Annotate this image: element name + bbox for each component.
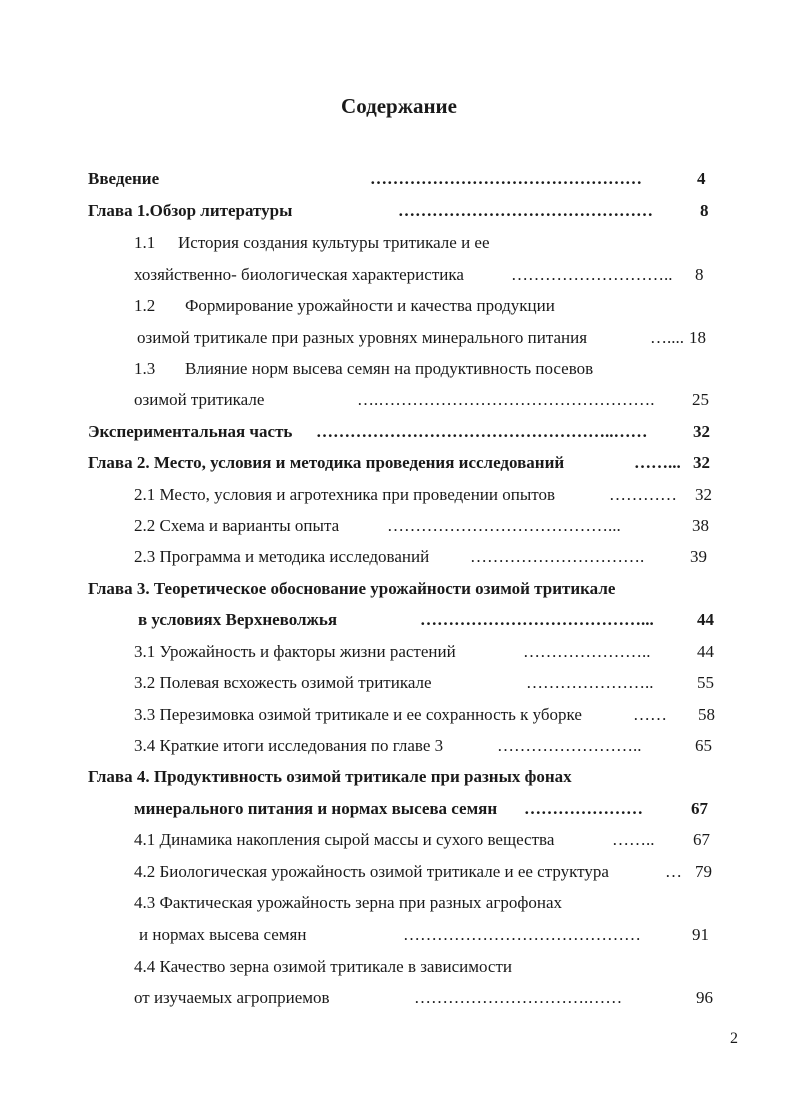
toc-entry-page: 67 (693, 830, 710, 849)
toc-entry-dots: ……………………………………… (398, 201, 653, 220)
toc-entry-page: 65 (695, 736, 712, 755)
toc-entry-dots: ….…………………………………………. (357, 390, 655, 409)
toc-entry-text: озимой тритикале при разных уровнях минерального питания (137, 328, 588, 347)
toc-entry-dots: …………………………………... (387, 516, 621, 535)
toc-entry-dots: ………… (609, 485, 677, 504)
toc-entry-page: 67 (691, 799, 708, 818)
toc-entry-dots: ……………………….. (511, 265, 673, 284)
toc-entry-dots: …….. (612, 830, 655, 849)
toc-entry-dots: ……………………………………………..…… (316, 422, 648, 441)
toc-entry-text: Влияние норм высева семян на продуктивность посевов (185, 359, 594, 378)
toc-entry-dots: ………………… (524, 799, 643, 818)
toc-entry-dots: ………………….. (526, 673, 654, 692)
toc-entry-text: 3.2 Полевая всхожесть озимой тритикале (134, 673, 432, 692)
toc-entry-dots: ………………………….…… (414, 988, 623, 1007)
page-title: Содержание (341, 94, 457, 118)
toc-entry-text: Глава 1.Обзор литературы (88, 201, 293, 220)
toc-entry-dots: …………………….. (497, 736, 642, 755)
toc-entry-dots: … (665, 862, 682, 881)
toc-entry-dots: …………………………. (470, 547, 645, 566)
toc-entry-text: Глава 4. Продуктивность озимой тритикале при разных фонах (88, 767, 572, 786)
toc-entry-dots: ….... (650, 328, 684, 347)
toc-entry-text: 4.4 Качество зерна озимой тритикале в зависимости (134, 957, 513, 976)
toc-entry-text: от изучаемых агроприемов (134, 988, 330, 1007)
toc-entry-page: 55 (697, 673, 714, 692)
toc-entry-text: 2.3 Программа и методика исследований (134, 547, 430, 566)
toc-entry-page: 96 (696, 988, 713, 1007)
toc-entry-text: 4.3 Фактическая урожайность зерна при разных агрофонах (134, 893, 562, 912)
toc-entry-page: 91 (692, 925, 709, 944)
toc-entry-text: 4.2 Биологическая урожайность озимой тритикале и ее структура (134, 862, 609, 881)
toc-entry-text: История создания культуры тритикале и ее (178, 233, 490, 252)
toc-entry-text: 3.4 Краткие итоги исследования по главе 3 (134, 736, 444, 755)
toc-entry-text: в условиях Верхневолжья (138, 610, 338, 629)
toc-entry-text: 2.2 Схема и варианты опыта (134, 516, 340, 535)
toc-entry-dots: ………………………………………… (370, 169, 642, 188)
toc-entry-text: 2.1 Место, условия и агротехника при проведении опытов (134, 485, 555, 504)
toc-entry-text: озимой тритикале (134, 390, 265, 409)
toc-entry-text: хозяйственно- биологическая характеристика (134, 265, 464, 284)
toc-entry-dots: …………………………………... (420, 610, 654, 629)
toc-entry-number: 1.1 (134, 233, 156, 252)
toc-entry-page: 39 (690, 547, 707, 566)
toc-entry-page: 58 (698, 705, 715, 724)
toc-entry-page: 38 (692, 516, 709, 535)
toc-entry-page: 79 (695, 862, 712, 881)
toc-entry-page: 8 (695, 265, 704, 284)
toc-entry-text: 3.3 Перезимовка озимой тритикале и ее сохранность к уборке (134, 705, 582, 724)
toc-entry-page: 4 (697, 169, 706, 188)
toc-entry-page: 44 (697, 610, 714, 629)
toc-entry-text: 4.1 Динамика накопления сырой массы и сухого вещества (134, 830, 555, 849)
toc-entry-dots: ……... (634, 453, 681, 472)
toc-entry-page: 25 (692, 390, 709, 409)
toc-entry-text: 3.1 Урожайность и факторы жизни растений (134, 642, 456, 661)
toc-entry-page: 8 (700, 201, 709, 220)
toc-entry-text: Введение (88, 169, 160, 188)
page-number: 2 (730, 1030, 738, 1047)
toc-entry-dots: ………………….. (523, 642, 651, 661)
toc-entry-page: 18 (689, 328, 706, 347)
toc-entry-dots: …… (633, 705, 667, 724)
toc-entry-number: 1.2 (134, 296, 156, 315)
toc-entry-text: Экспериментальная часть (88, 422, 293, 441)
toc-entry-text: и нормах высева семян (139, 925, 307, 944)
toc-entry-page: 44 (697, 642, 714, 661)
toc-entry-text: Формирование урожайности и качества продукции (185, 296, 555, 315)
toc-entry-page: 32 (693, 453, 710, 472)
toc-entry-number: 1.3 (134, 359, 156, 378)
toc-entry-page: 32 (693, 422, 710, 441)
toc-entry-text: минерального питания и нормах высева семян (134, 799, 498, 818)
toc-entry-text: Глава 2. Место, условия и методика проведения исследований (88, 453, 565, 472)
toc-entry-page: 32 (695, 485, 712, 504)
toc-entry-text: Глава 3. Теоретическое обоснование урожайности озимой тритикале (88, 579, 616, 598)
toc-entry-dots: …………………………………… (403, 925, 641, 944)
